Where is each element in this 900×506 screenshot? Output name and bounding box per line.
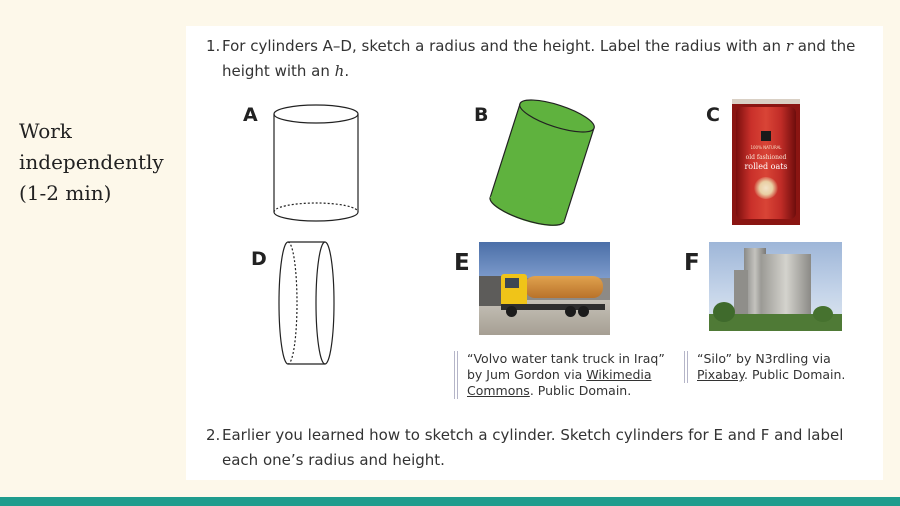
caption-e-text: “Volvo water tank truck in Iraq” by Jum Gordon via — [467, 351, 665, 382]
wikimedia-commons-link[interactable]: Wikimedia Commons — [467, 367, 652, 398]
caption-e-text-end: . Public Domain. — [529, 383, 632, 398]
cylinder-b-drawing — [486, 96, 606, 228]
accent-bar — [0, 497, 900, 506]
cylinder-a-drawing — [272, 104, 362, 228]
instruction-sidebar — [19, 116, 179, 209]
caption-f-text: “Silo” by N3rdling via — [697, 351, 831, 366]
question-1-text-part: . — [344, 62, 350, 80]
question-1-text-part: For cylinders A–D, sketch a radius and the height. Label the radius with an — [222, 37, 786, 55]
pixabay-link[interactable]: Pixabay — [697, 367, 745, 382]
question-1-number: 1. — [206, 37, 221, 55]
question-1 — [206, 34, 876, 84]
can-label-line-1: old fashioned — [745, 154, 787, 161]
variable-h: h — [334, 62, 345, 80]
silo-photo — [709, 242, 842, 331]
content-panel — [186, 26, 883, 480]
question-2-number: 2. — [206, 426, 221, 444]
variable-r: r — [785, 37, 793, 55]
instruction-line-3: (1-2 min) — [19, 181, 112, 205]
instruction-line-1: Work — [19, 119, 72, 143]
caption-e — [454, 351, 665, 399]
question-2-text: Earlier you learned how to sketch a cylinder. Sketch cylinders for E and F and label each one’s radius and height. — [222, 426, 844, 469]
figure-b-label: B — [474, 104, 489, 126]
figure-c-label: C — [706, 104, 720, 126]
figure-d-label: D — [251, 248, 267, 270]
instruction-line-2: independently — [19, 150, 164, 174]
cylinder-d-drawing — [278, 240, 340, 370]
can-label-small: 100% NATURAL — [750, 145, 782, 150]
figure-e-label: E — [454, 250, 470, 276]
question-1-text-part: and the height with an — [222, 37, 856, 80]
caption-f — [684, 351, 882, 383]
can-label-line-2: rolled oats — [744, 162, 788, 171]
tank-truck-photo — [479, 242, 610, 335]
oats-canister-photo — [732, 99, 800, 225]
caption-f-text-end: . Public Domain. — [744, 367, 846, 382]
question-1-text — [222, 34, 876, 84]
question-2 — [206, 423, 856, 473]
figure-f-label: F — [684, 250, 700, 276]
figure-a-label: A — [243, 104, 258, 126]
